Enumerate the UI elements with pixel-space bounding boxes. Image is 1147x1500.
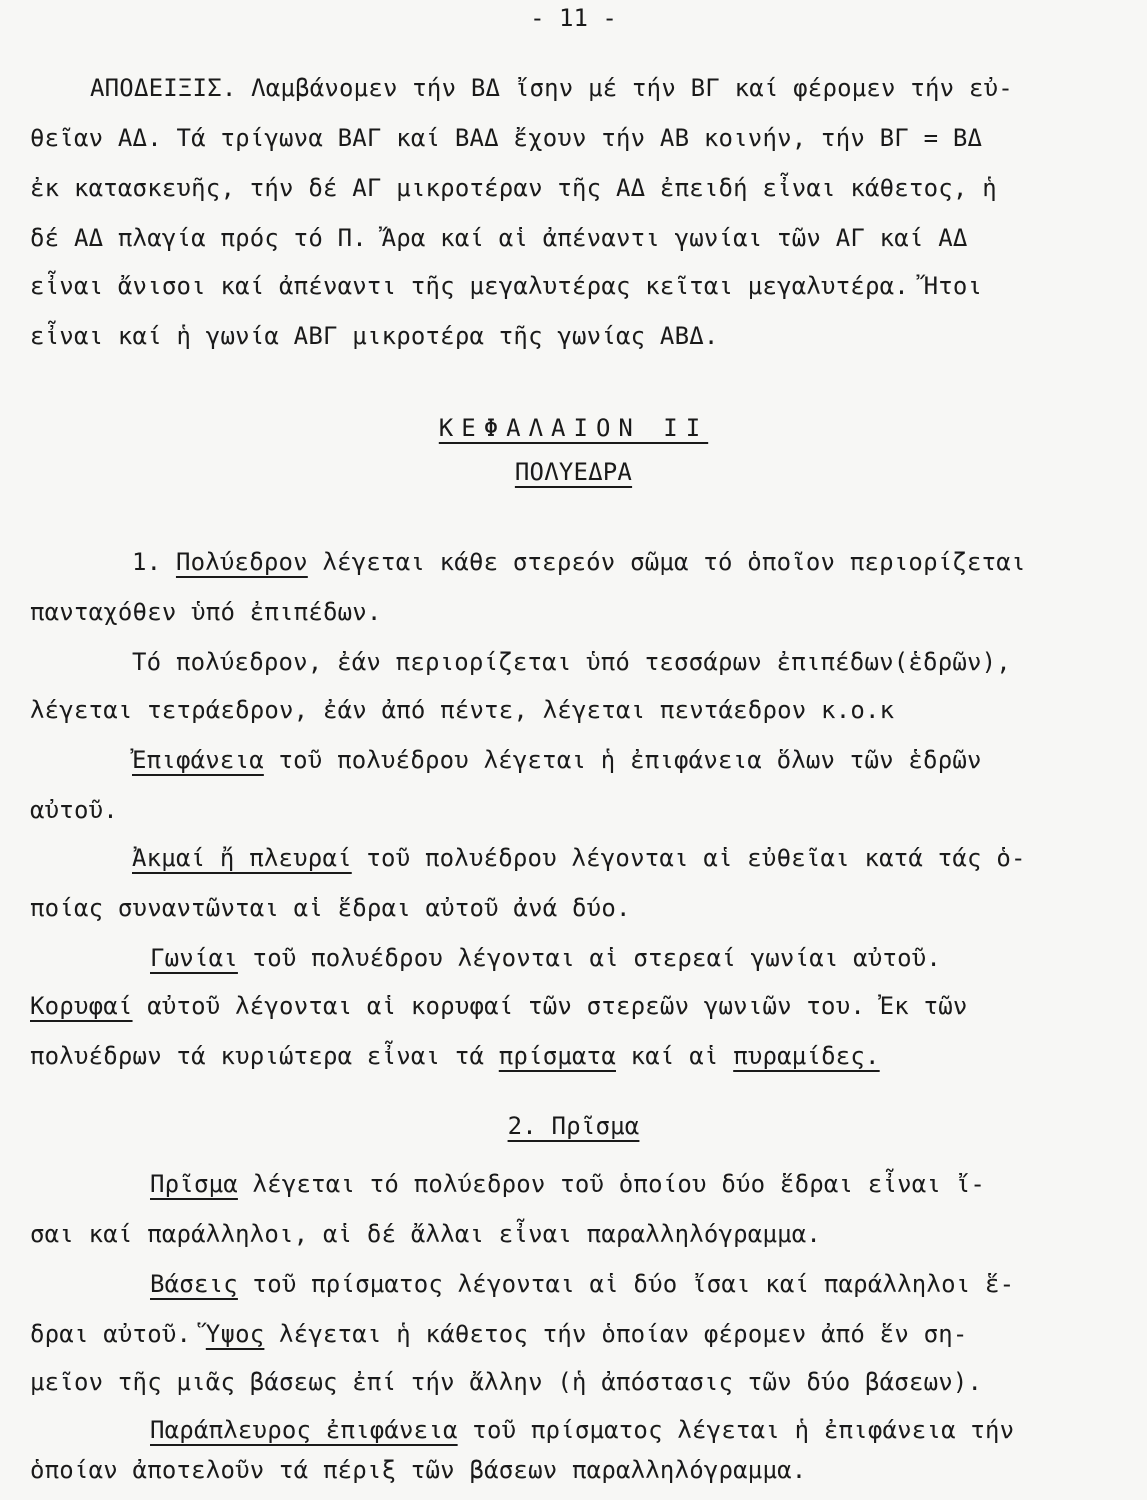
- proof-line-3: ἐκ κατασκευῆς, τήν δέ ΑΓ μικροτέραν τῆς ΑΔ ἐπειδή εἶναι κάθετος, ἡ: [30, 174, 997, 202]
- s2-line-6-text: τοῦ πρίσματος λέγεται ἡ ἐπιφάνεια τήν: [457, 1416, 1015, 1444]
- s1-line-1-text: λέγεται κάθε στερεόν σῶμα τό ὁποῖον περιορίζεται: [307, 548, 1026, 576]
- chapter-title: [0, 412, 1147, 444]
- s2-line-4-text: λέγεται ἡ κάθετος τήν ὁποίαν φέρομεν ἀπό ἕν ση-: [264, 1320, 968, 1348]
- term-prismata: πρίσματα: [498, 1042, 616, 1070]
- proof-line-6: εἶναι καί ἡ γωνία ΑΒΓ μικροτέρα τῆς γωνίας ΑΒΔ.: [30, 322, 719, 350]
- term-epifaneia: Ἐπιφάνεια: [132, 746, 264, 774]
- term-pyramides: πυραμίδες.: [733, 1042, 880, 1070]
- s2-line-5: μεῖον τῆς μιᾶς βάσεως ἐπί τήν ἄλλην (ἡ ἀπόστασις τῶν δύο βάσεων).: [30, 1368, 983, 1396]
- s2-line-4: [30, 1318, 1120, 1350]
- term-goniai: Γωνίαι: [150, 944, 238, 972]
- proof-line-4: δέ ΑΔ πλαγία πρός τό Π. Ἄρα καί αἱ ἀπέναντι γωνίαι τῶν ΑΓ καί ΑΔ: [30, 224, 968, 252]
- s1-line-9: [150, 942, 1147, 974]
- s1-line-8: ποίας συναντῶνται αἱ ἕδραι αὐτοῦ ἀνά δύο.: [30, 894, 631, 922]
- s2-line-2: σαι καί παράλληλοι, αἱ δέ ἄλλαι εἶναι παραλληλόγραμμα.: [30, 1220, 822, 1248]
- term-prisma: Πρῖσμα: [150, 1170, 238, 1198]
- section2-heading: [0, 1110, 1147, 1142]
- s1-number: 1.: [132, 548, 176, 576]
- chapter-subtitle: [0, 456, 1147, 488]
- s2-line-6: [150, 1414, 1147, 1446]
- s1-line-10-text: αὐτοῦ λέγονται αἱ κορυφαί τῶν στερεῶν γωνιῶν του. Ἐκ τῶν: [132, 992, 968, 1020]
- chapter-subtitle-text: ΠΟΛΥΕΔΡΑ: [514, 458, 633, 486]
- s1-line-1: [132, 546, 1147, 578]
- s1-line-5-text: τοῦ πολυέδρου λέγεται ἡ ἐπιφάνεια ὅλων τῶν ἑδρῶν: [263, 746, 982, 774]
- term-akmai: Ἀκμαί ἤ πλευραί: [132, 844, 352, 872]
- term-baseis: Βάσεις: [150, 1270, 238, 1298]
- s2-line-1-text: λέγεται τό πολύεδρον τοῦ ὁποίου δύο ἕδραι εἶναι ἴ-: [237, 1170, 986, 1198]
- s1-line-11-mid: καί αἱ: [615, 1042, 734, 1070]
- s2-line-3-text: τοῦ πρίσματος λέγονται αἱ δύο ἴσαι καί παράλληλοι ἕ-: [237, 1270, 1015, 1298]
- s1-line-11-text: πολυέδρων τά κυριώτερα εἶναι τά: [30, 1042, 499, 1070]
- term-polyedron: Πολύεδρον: [175, 548, 308, 576]
- s1-line-4: λέγεται τετράεδρον, ἐάν ἀπό πέντε, λέγεται πεντάεδρον κ.ο.κ: [30, 696, 895, 724]
- s1-line-5: [132, 744, 1147, 776]
- s1-line-3: Τό πολύεδρον, ἐάν περιορίζεται ὑπό τεσσάρων ἐπιπέδων(ἑδρῶν),: [132, 648, 1011, 676]
- term-koryfai: Κορυφαί: [30, 992, 133, 1020]
- chapter-title-text: ΚΕΦΑΛΑΙΟΝ ΙΙ: [438, 414, 709, 442]
- s1-line-10: [30, 990, 1120, 1022]
- s1-line-11: [30, 1040, 1120, 1072]
- s2-line-4-pre: δραι αὐτοῦ.: [30, 1320, 206, 1348]
- term-ypsos: Ὕψος: [205, 1320, 265, 1348]
- s2-line-7: ὁποίαν ἀποτελοῦν τά πέριξ τῶν βάσεων παραλληλόγραμμα.: [30, 1456, 807, 1484]
- proof-line-5: εἶναι ἄνισοι καί ἀπέναντι τῆς μεγαλυτέρας κεῖται μεγαλυτέρα. Ἤτοι: [30, 272, 983, 300]
- proof-line-2: θεῖαν ΑΔ. Τά τρίγωνα ΒΑΓ καί ΒΑΔ ἔχουν τήν ΑΒ κοινήν, τήν ΒΓ = ΒΔ: [30, 124, 983, 152]
- s1-line-7: [132, 842, 1147, 874]
- section2-heading-text: 2. Πρῖσμα: [507, 1112, 640, 1140]
- page-number: - 11 -: [530, 4, 617, 32]
- s2-line-1: [150, 1168, 1147, 1200]
- s1-line-7-text: τοῦ πολυέδρου λέγονται αἱ εὐθεῖαι κατά τάς ὁ-: [351, 844, 1026, 872]
- s2-line-3: [150, 1268, 1147, 1300]
- proof-line-1: ΑΠΟΔΕΙΞΙΣ. Λαμβάνομεν τήν ΒΔ ἴσην μέ τήν ΒΓ καί φέρομεν τήν εὐ-: [90, 74, 1013, 102]
- s1-line-9-text: τοῦ πολυέδρου λέγονται αἱ στερεαί γωνίαι αὐτοῦ.: [237, 944, 942, 972]
- s1-line-6: αὐτοῦ.: [30, 796, 118, 824]
- term-paraplevros-epifaneia: Παράπλευρος ἐπιφάνεια: [150, 1416, 458, 1444]
- s1-line-2: πανταχόθεν ὑπό ἐπιπέδων.: [30, 598, 382, 626]
